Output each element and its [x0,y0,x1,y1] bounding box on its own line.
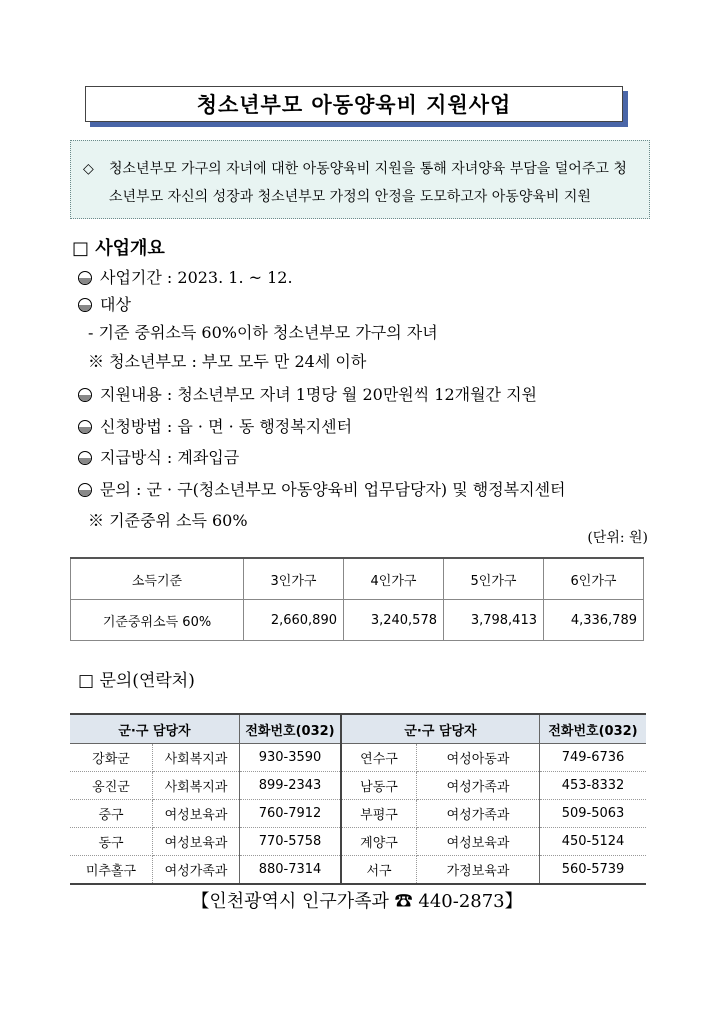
apply-line [78,414,352,437]
table-row [70,772,646,800]
table-cell: 930-3590 [240,744,342,772]
table-header: 6인가구 [544,558,644,600]
table-cell: 760-7912 [240,800,342,828]
table-header: 소득기준 [71,558,244,600]
table-header: 전화번호(032) [540,714,647,744]
apply-text: 신청방법 : 읍 · 면 · 동 행정복지센터 [100,417,353,436]
period-text: 사업기간 : 2023. 1. ~ 12. [100,268,293,287]
footer-contact: 【인천광역시 인구가족과 ☎ 440-2873】 [191,891,523,912]
bullet-icon [78,271,92,285]
target-detail: - 기준 중위소득 60%이하 청소년부모 가구의 자녀 [88,323,438,342]
table-header: 군·구 담당자 [341,714,540,744]
table-cell: 여성보육과 [153,828,240,856]
table-cell: 사회복지과 [153,744,240,772]
bullet-icon [78,420,92,434]
period-line [78,265,293,288]
table-cell: 560-5739 [540,856,647,885]
table-cell: 중구 [70,800,153,828]
bullet-icon [78,298,92,312]
table-cell: 749-6736 [540,744,647,772]
table-cell: 880-7314 [240,856,342,885]
table-header: 전화번호(032) [240,714,342,744]
table-cell: 남동구 [341,772,417,800]
bullet-icon [78,388,92,402]
table-cell: 770-5758 [240,828,342,856]
contact-heading: □ 문의(연락처) [78,671,195,691]
table-row [70,828,646,856]
support-line [78,382,537,405]
table-header: 5인가구 [444,558,544,600]
table-cell: 4,336,789 [544,600,644,641]
table-cell: 3,240,578 [344,600,444,641]
table-cell: 여성아동과 [417,744,540,772]
support-text: 지원내용 : 청소년부모 자녀 1명당 월 20만원씩 12개월간 지원 [100,385,538,404]
inquiry-text: 문의 : 군 · 구(청소년부모 아동양육비 업무담당자) 및 행정복지센터 [100,480,566,499]
intro-text: 청소년부모 가구의 자녀에 대한 아동양육비 지원을 통해 자녀양육 부담을 덜어주고 청소년부모 자신의 성장과 청소년부모 가정의 안정을 도모하고자 아동양육비 지원 [109,161,627,205]
table-header: 4인가구 [344,558,444,600]
overview-heading: □ 사업개요 [72,238,165,259]
bullet-icon [78,451,92,465]
table-cell: 2,660,890 [244,600,344,641]
intro-box [70,140,650,219]
table-cell: 여성가족과 [417,800,540,828]
page-title: 청소년부모 아동양육비 지원사업 [196,93,512,117]
table-row [70,856,646,885]
table-cell: 509-5063 [540,800,647,828]
table-cell: 여성보육과 [417,828,540,856]
table-cell: 가정보육과 [417,856,540,885]
table-header-row [70,714,646,744]
diamond-icon: ◇ [83,161,94,177]
table-cell: 여성가족과 [153,856,240,885]
table-row [71,600,644,641]
table-cell: 연수구 [341,744,417,772]
income-table [70,557,644,641]
payment-text: 지급방식 : 계좌입금 [100,448,240,467]
table-cell: 옹진군 [70,772,153,800]
table-cell: 미추홀구 [70,856,153,885]
target-note: ※ 청소년부모 : 부모 모두 만 24세 이하 [88,352,367,371]
payment-line [78,445,239,468]
table-cell: 여성가족과 [417,772,540,800]
table-header: 3인가구 [244,558,344,600]
table-cell: 계양구 [341,828,417,856]
target-line [78,292,131,315]
table-cell: 동구 [70,828,153,856]
title-box [85,86,623,122]
table-cell: 3,798,413 [444,600,544,641]
unit-label: (단위: 원) [587,530,648,546]
table-row [70,800,646,828]
table-cell: 여성보육과 [153,800,240,828]
table-header-row [71,558,644,600]
table-cell: 서구 [341,856,417,885]
target-text: 대상 [100,295,131,314]
contact-table [70,713,646,885]
table-cell: 기준중위소득 60% [71,600,244,641]
table-row [70,744,646,772]
inquiry-line [78,477,566,500]
table-cell: 453-8332 [540,772,647,800]
table-header: 군·구 담당자 [70,714,240,744]
table-cell: 부평구 [341,800,417,828]
bullet-icon [78,483,92,497]
table-cell: 사회복지과 [153,772,240,800]
table-cell: 강화군 [70,744,153,772]
table-cell: 450-5124 [540,828,647,856]
table-cell: 899-2343 [240,772,342,800]
income-note: ※ 기준중위 소득 60% [88,511,248,530]
